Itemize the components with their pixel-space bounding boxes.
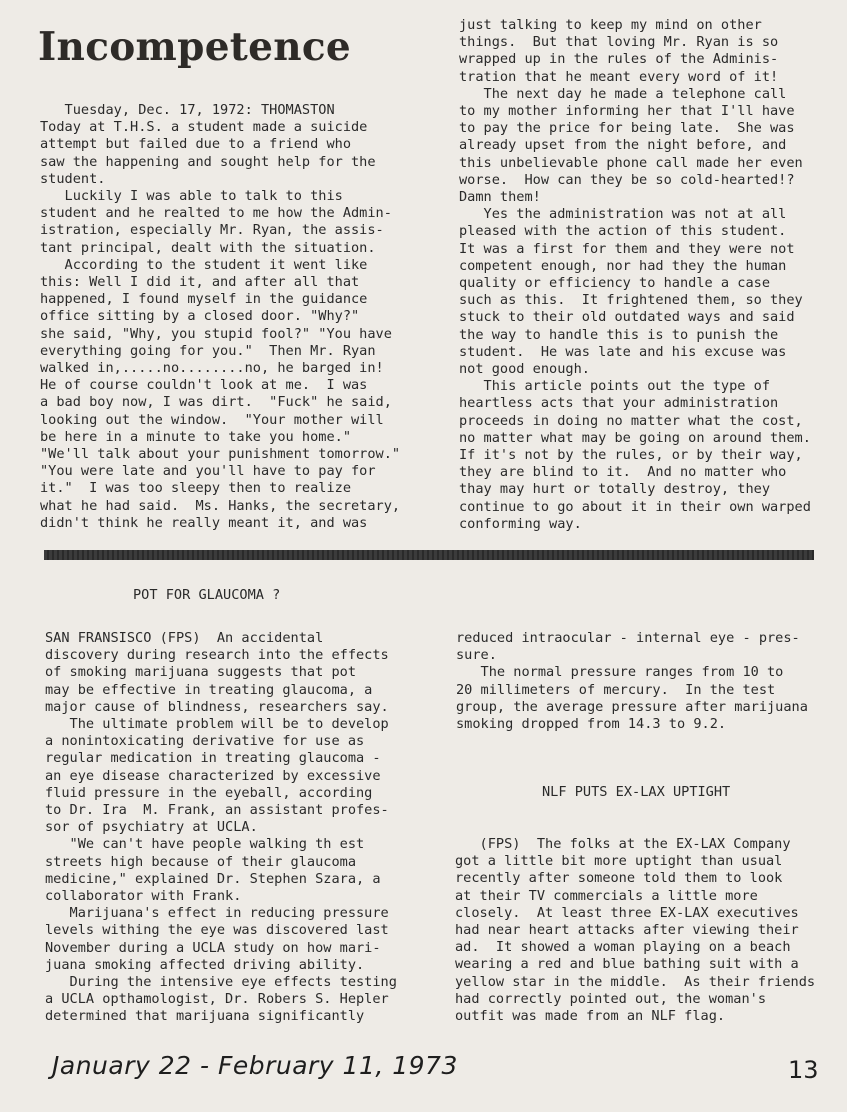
- section-divider: [44, 550, 814, 560]
- article-incompetence-right-column: just talking to keep my mind on other things. But that loving Mr. Ryan is so wrapped up in the rules of the Adminis- tration that he meant every word of it! The next day he made a telephone call to my mother informing her that I'll have to pay the price for being late. She was already upset from the night before, and this unbelievable phone call made her even worse. How can they be so cold-hearted!? Damn them! Yes the administration was not at all pleased with the action of this student. It was a first for them and they were not competent enough, nor had they the human quality or efficiency to handle a case such as this. It frightened them, so they stuck to their old outdated ways and said the way to handle this is to punish the student. He was late and his excuse was not good enough. This article points out the type of heartless acts that your administration proceeds in doing no matter what the cost, no matter what may be going on around them. If it's not by the rules, or by their way, they are blind to it. And no matter who thay may hurt or totally destroy, they continue to go about it in their own warped conforming way.: [459, 17, 811, 532]
- page-number: 13: [788, 1056, 819, 1084]
- article-incompetence-left-column: Tuesday, Dec. 17, 1972: THOMASTON Today at T.H.S. a student made a suicide attempt but failed due to a friend who saw the happening and sought help for the student. Luckily I was able to talk to this student and he realted to me how the Admin- istration, especially Mr. Ryan, the assis- tant principal, dealt with the situation. According to the student it went like this: Well I did it, and after all that happened, I found myself in the guidance office sitting by a closed door. "Why?" she said, "Why, you stupid fool?" "You have everything going for you." Then Mr. Ryan walked in,.....no........no, he barged in! He of course couldn't look at me. I was a bad boy now, I was dirt. "Fuck" he said, looking out the window. "Your mother will be here in a minute to take you home." "We'll talk about your punishment tomorrow." "You were late and you'll have to pay for it." I was too sleepy then to realize what he had said. Ms. Hanks, the secretary, didn't think he really meant it, and was: [40, 102, 401, 531]
- issue-date: January 22 - February 11, 1973: [52, 1051, 458, 1080]
- article-glaucoma-left-column: SAN FRANSISCO (FPS) An accidental discovery during research into the effects of smoking marijuana suggests that pot may be effective in treating glaucoma, a major cause of blindness, researchers say. The ultimate problem will be to develop a nonintoxicating derivative for use as regular medication in treating glaucoma - an eye disease characterized by excessive fluid pressure in the eyeball, according to Dr. Ira M. Frank, an assistant profes- sor of psychiatry at UCLA. "We can't have people walking th est streets high because of their glaucoma medicine," explained Dr. Stephen Szara, a collaborator with Frank. Marijuana's effect in reducing pressure levels withing the eye was discovered last November during a UCLA study on how mari- juana smoking affected driving ability. During the intensive eye effects testing a UCLA opthamologist, Dr. Robers S. Hepler determined that marijuana significantly: [45, 630, 397, 1025]
- article-title-incompetence: Incompetence: [38, 24, 352, 70]
- article-nlf-ex-lax-body: (FPS) The folks at the EX-LAX Company got a little bit more uptight than usual recently after someone told them to look at their TV commercials a little more closely. At least three EX-LAX executives had near heart attacks after viewing their ad. It showed a woman playing on a beach wearing a red and blue bathing suit with a yellow star in the middle. As their friends had correctly pointed out, the woman's outfit was made from an NLF flag.: [455, 836, 816, 1025]
- article-title-nlf-ex-lax: NLF PUTS EX-LAX UPTIGHT: [542, 784, 731, 800]
- article-title-pot-for-glaucoma: POT FOR GLAUCOMA ?: [133, 587, 281, 603]
- article-glaucoma-right-column: reduced intraocular - internal eye - pres- sure. The normal pressure ranges from 10 to 20 millimeters of mercury. In the test group, the average pressure after marijuana smoking dropped from 14.3 to 9.2.: [456, 630, 808, 733]
